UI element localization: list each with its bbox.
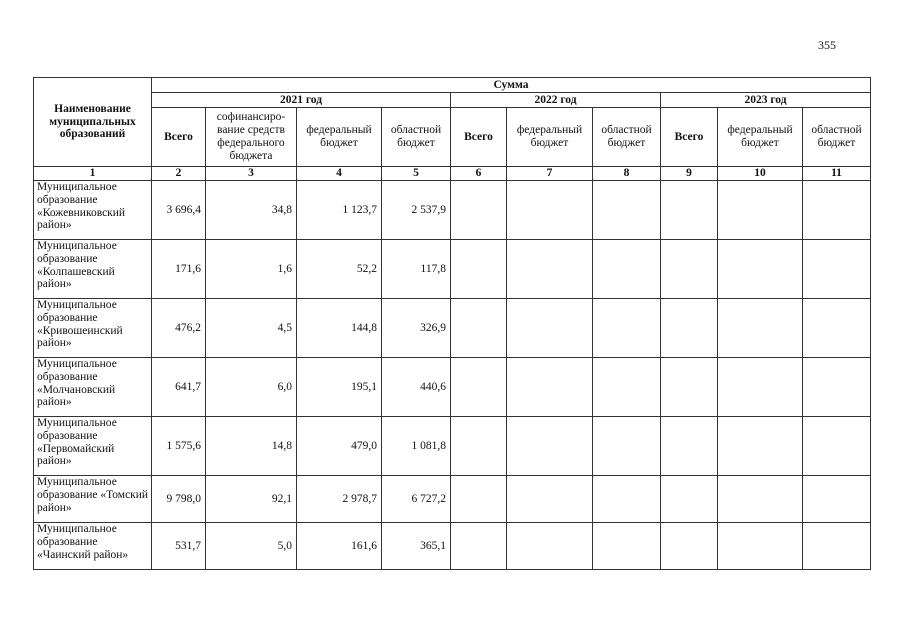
empty-cell <box>507 476 593 523</box>
index-cell: 8 <box>593 167 661 181</box>
empty-cell <box>803 476 871 523</box>
cofin-2021: 14,8 <box>206 417 297 476</box>
cofin-2021: 4,5 <box>206 299 297 358</box>
table-row <box>34 181 871 240</box>
header-row-years <box>34 93 871 108</box>
index-cell: 3 <box>206 167 297 181</box>
total-2021: 9 798,0 <box>152 476 206 523</box>
budget-table <box>33 77 871 570</box>
index-cell: 5 <box>382 167 451 181</box>
empty-cell <box>803 523 871 570</box>
empty-cell <box>718 358 803 417</box>
federal-2021: 52,2 <box>297 240 382 299</box>
total-2021: 531,7 <box>152 523 206 570</box>
empty-cell <box>661 181 718 240</box>
empty-cell <box>718 181 803 240</box>
federal-2021: 161,6 <box>297 523 382 570</box>
regional-2021: 326,9 <box>382 299 451 358</box>
empty-cell <box>803 417 871 476</box>
empty-cell <box>451 476 507 523</box>
index-cell: 11 <box>803 167 871 181</box>
header-name-col: Наименование муниципальных образований <box>34 78 152 167</box>
header-regional-2021: областной бюджет <box>382 108 451 167</box>
header-regional-2022: областной бюджет <box>593 108 661 167</box>
municipality-name: Муниципальное образование «Чаинский район» <box>34 523 152 570</box>
regional-2021: 2 537,9 <box>382 181 451 240</box>
index-cell: 9 <box>661 167 718 181</box>
header-sum: Сумма <box>152 78 871 93</box>
empty-cell <box>718 240 803 299</box>
header-federal-2022: федеральный бюджет <box>507 108 593 167</box>
empty-cell <box>451 417 507 476</box>
total-2021: 476,2 <box>152 299 206 358</box>
empty-cell <box>507 181 593 240</box>
federal-2021: 195,1 <box>297 358 382 417</box>
table-row <box>34 523 871 570</box>
empty-cell <box>661 476 718 523</box>
municipality-name: Муниципальное образование «Кожевниковский район» <box>34 181 152 240</box>
header-federal-2023: федеральный бюджет <box>718 108 803 167</box>
cofin-2021: 5,0 <box>206 523 297 570</box>
municipality-name: Муниципальное образование «Первомайский район» <box>34 417 152 476</box>
header-year-2021: 2021 год <box>152 93 451 108</box>
empty-cell <box>593 476 661 523</box>
header-total-2023: Всего <box>661 108 718 167</box>
empty-cell <box>507 299 593 358</box>
index-row <box>34 167 871 181</box>
empty-cell <box>661 299 718 358</box>
empty-cell <box>593 299 661 358</box>
regional-2021: 6 727,2 <box>382 476 451 523</box>
empty-cell <box>803 299 871 358</box>
empty-cell <box>507 240 593 299</box>
cofin-2021: 92,1 <box>206 476 297 523</box>
header-row-subcolumns <box>34 108 871 167</box>
table-row <box>34 240 871 299</box>
header-cofin-2021: софинансиро-вание средств федерального бюджета <box>206 108 297 167</box>
empty-cell <box>593 523 661 570</box>
cofin-2021: 34,8 <box>206 181 297 240</box>
header-federal-2021: федеральный бюджет <box>297 108 382 167</box>
header-year-2022: 2022 год <box>451 93 661 108</box>
regional-2021: 440,6 <box>382 358 451 417</box>
empty-cell <box>718 476 803 523</box>
cofin-2021: 6,0 <box>206 358 297 417</box>
empty-cell <box>593 417 661 476</box>
empty-cell <box>718 299 803 358</box>
regional-2021: 117,8 <box>382 240 451 299</box>
municipality-name: Муниципальное образование «Колпашевский район» <box>34 240 152 299</box>
empty-cell <box>593 240 661 299</box>
municipality-name: Муниципальное образование «Кривошеинский район» <box>34 299 152 358</box>
empty-cell <box>718 417 803 476</box>
total-2021: 171,6 <box>152 240 206 299</box>
federal-2021: 2 978,7 <box>297 476 382 523</box>
empty-cell <box>451 523 507 570</box>
empty-cell <box>803 181 871 240</box>
index-cell: 4 <box>297 167 382 181</box>
header-row-sum <box>34 78 871 93</box>
table-row <box>34 417 871 476</box>
index-cell: 10 <box>718 167 803 181</box>
empty-cell <box>803 240 871 299</box>
header-total-2021: Всего <box>152 108 206 167</box>
empty-cell <box>718 523 803 570</box>
federal-2021: 1 123,7 <box>297 181 382 240</box>
empty-cell <box>451 181 507 240</box>
empty-cell <box>661 358 718 417</box>
table-row <box>34 476 871 523</box>
empty-cell <box>451 299 507 358</box>
cofin-2021: 1,6 <box>206 240 297 299</box>
header-total-2022: Всего <box>451 108 507 167</box>
table-row <box>34 299 871 358</box>
regional-2021: 1 081,8 <box>382 417 451 476</box>
index-cell: 6 <box>451 167 507 181</box>
federal-2021: 479,0 <box>297 417 382 476</box>
page-number: 355 <box>818 38 836 52</box>
empty-cell <box>593 181 661 240</box>
empty-cell <box>593 358 661 417</box>
empty-cell <box>803 358 871 417</box>
federal-2021: 144,8 <box>297 299 382 358</box>
empty-cell <box>507 523 593 570</box>
regional-2021: 365,1 <box>382 523 451 570</box>
table-row <box>34 358 871 417</box>
header-regional-2023: областной бюджет <box>803 108 871 167</box>
empty-cell <box>451 240 507 299</box>
index-cell: 1 <box>34 167 152 181</box>
municipality-name: Муниципальное образование «Молчановский район» <box>34 358 152 417</box>
empty-cell <box>661 417 718 476</box>
empty-cell <box>507 358 593 417</box>
total-2021: 641,7 <box>152 358 206 417</box>
total-2021: 1 575,6 <box>152 417 206 476</box>
index-cell: 7 <box>507 167 593 181</box>
empty-cell <box>661 240 718 299</box>
empty-cell <box>451 358 507 417</box>
header-year-2023: 2023 год <box>661 93 871 108</box>
index-cell: 2 <box>152 167 206 181</box>
total-2021: 3 696,4 <box>152 181 206 240</box>
municipality-name: Муниципальное образование «Томский район» <box>34 476 152 523</box>
empty-cell <box>661 523 718 570</box>
empty-cell <box>507 417 593 476</box>
